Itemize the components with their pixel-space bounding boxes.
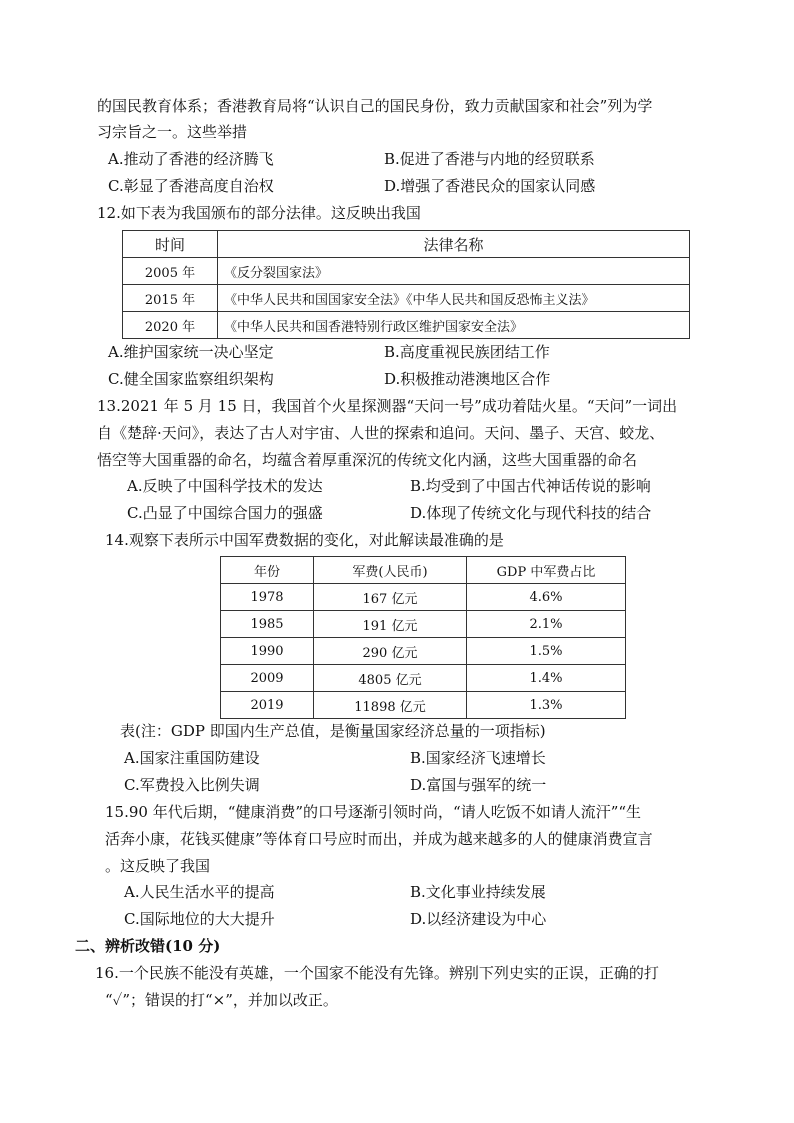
q11-line2: 习宗旨之一。这些举措 <box>97 123 248 141</box>
q12-option-b: B.高度重视民族团结工作 <box>384 343 550 361</box>
military-spending-table <box>220 556 626 719</box>
q16-line1: 16.一个民族不能没有英雄，一个国家不能没有先锋。辨别下列史实的正误，正确的打 <box>95 964 659 982</box>
table-row <box>221 584 626 611</box>
cell-time: 2005 年 <box>123 258 218 285</box>
q13-line3: 悟空等大国重器的命名，均蕴含着厚重深沉的传统文化内涵，这些大国重器的命名 <box>97 451 638 469</box>
cell-year: 1978 <box>221 584 314 611</box>
q15-line2: 活奔小康，花钱买健康”等体育口号应时而出，并成为越来越多的人的健康消费宣言 <box>105 830 653 848</box>
q12-stem: 12.如下表为我国颁布的部分法律。这反映出我国 <box>97 204 421 222</box>
q12-option-d: D.积极推动港澳地区合作 <box>384 370 551 388</box>
q14-option-c: C.军费投入比例失调 <box>124 776 260 794</box>
q15-option-c: C.国际地位的大大提升 <box>124 910 275 928</box>
q13-option-b: B.均受到了中国古代神话传说的影响 <box>410 477 651 495</box>
q15-option-a: A.人民生活水平的提高 <box>124 883 275 901</box>
cell-gdp-share: 1.3% <box>467 692 626 719</box>
q13-option-a: A.反映了中国科学技术的发达 <box>127 477 323 495</box>
table-header-row <box>123 231 690 258</box>
cell-gdp-share: 1.5% <box>467 638 626 665</box>
cell-spending: 4805 亿元 <box>314 665 467 692</box>
header-law-name: 法律名称 <box>218 231 690 258</box>
q13-line2: 自《楚辞·天问》，表达了古人对宇宙、人世的探索和追问。天问、墨子、天宫、蛟龙、 <box>97 424 665 442</box>
cell-year: 1990 <box>221 638 314 665</box>
cell-time: 2020 年 <box>123 312 218 339</box>
q14-stem: 14.观察下表所示中国军费数据的变化，对此解读最准确的是 <box>105 531 504 549</box>
q14-option-b: B.国家经济飞速增长 <box>410 749 546 767</box>
table-row <box>123 258 690 285</box>
q14-option-a: A.国家注重国防建设 <box>124 749 260 767</box>
cell-year: 2019 <box>221 692 314 719</box>
header-year: 年份 <box>221 557 314 584</box>
cell-law: 《中华人民共和国国家安全法》《中华人民共和国反恐怖主义法》 <box>218 285 690 312</box>
q11-option-a: A.推动了香港的经济腾飞 <box>108 150 274 168</box>
cell-time: 2015 年 <box>123 285 218 312</box>
cell-law: 《反分裂国家法》 <box>218 258 690 285</box>
q12-option-c: C.健全国家监察组织架构 <box>108 370 274 388</box>
q11-option-c: C.彰显了香港高度自治权 <box>108 177 274 195</box>
q15-option-b: B.文化事业持续发展 <box>410 883 546 901</box>
q12-option-a: A.维护国家统一决心坚定 <box>108 343 274 361</box>
table-row <box>221 665 626 692</box>
q13-line1: 13.2021 年 5 月 15 日，我国首个火星探测器“天问一号”成功着陆火星。“天问”一词出 <box>97 397 678 415</box>
q15-line1: 15.90 年代后期，“健康消费”的口号逐渐引领时尚，“请人吃饭不如请人流汗”“生 <box>105 803 642 821</box>
table-row <box>123 312 690 339</box>
table-row <box>221 611 626 638</box>
q11-option-b: B.促进了香港与内地的经贸联系 <box>384 150 595 168</box>
cell-spending: 11898 亿元 <box>314 692 467 719</box>
cell-year: 2009 <box>221 665 314 692</box>
header-time: 时间 <box>123 231 218 258</box>
q14-note: 表(注：GDP 即国内生产总值，是衡量国家经济总量的一项指标) <box>120 722 546 740</box>
cell-spending: 167 亿元 <box>314 584 467 611</box>
q11-option-d: D.增强了香港民众的国家认同感 <box>384 177 596 195</box>
cell-year: 1985 <box>221 611 314 638</box>
table-row <box>221 638 626 665</box>
cell-spending: 191 亿元 <box>314 611 467 638</box>
q11-line1: 的国民教育体系；香港教育局将“认识自己的国民身份，致力贡献国家和社会”列为学 <box>97 97 653 115</box>
cell-gdp-share: 2.1% <box>467 611 626 638</box>
q15-option-d: D.以经济建设为中心 <box>410 910 547 928</box>
q16-line2: “✓”；错误的打“×”，并加以改正。 <box>105 991 338 1009</box>
cell-law: 《中华人民共和国香港特别行政区维护国家安全法》 <box>218 312 690 339</box>
q13-option-d: D.体现了传统文化与现代科技的结合 <box>410 504 652 522</box>
q13-option-c: C.凸显了中国综合国力的强盛 <box>127 504 323 522</box>
cell-gdp-share: 4.6% <box>467 584 626 611</box>
law-table <box>122 230 690 339</box>
q14-option-d: D.富国与强军的统一 <box>410 776 547 794</box>
table-header-row <box>221 557 626 584</box>
section-title: 二、辨析改错(10 分) <box>75 937 221 955</box>
header-gdp-share: GDP 中军费占比 <box>467 557 626 584</box>
cell-gdp-share: 1.4% <box>467 665 626 692</box>
table-row <box>123 285 690 312</box>
header-spending: 军费(人民币) <box>314 557 467 584</box>
cell-spending: 290 亿元 <box>314 638 467 665</box>
table-row <box>221 692 626 719</box>
q15-line3: 。这反映了我国 <box>105 857 211 875</box>
